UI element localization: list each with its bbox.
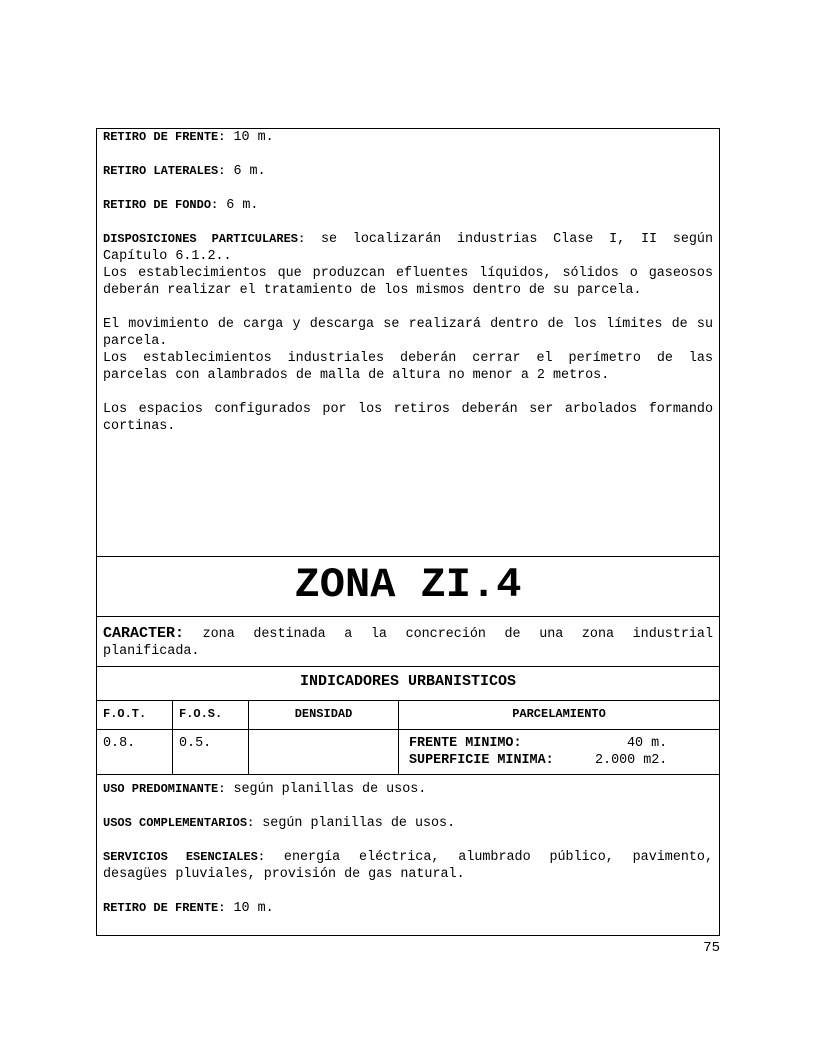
uso-predominante-line [97, 781, 719, 798]
indicadores-title-section [97, 667, 719, 701]
header-fos: F.O.S. [179, 707, 223, 721]
value-fot: 0.8. [103, 736, 136, 751]
retiro-laterales-label: RETIRO LATERALES: [103, 164, 226, 178]
retiros-section [97, 129, 719, 557]
disposiciones-perimetro: Los establecimientos industriales deberán cerrar el perímetro de las parcelas con alambrados de malla de altura no menor a 2 metros. [103, 351, 713, 383]
disposiciones-arbolado: Los espacios configurados por los retiros deberán ser arbolados formando cortinas. [103, 402, 713, 434]
zona-title: ZONA ZI.4 [294, 561, 522, 609]
superficie-minima-value: 2.000 m2. [595, 753, 668, 768]
col-fos [173, 701, 249, 774]
page-number: 75 [703, 940, 720, 956]
retiro-fondo-label: RETIRO DE FONDO: [103, 198, 219, 212]
indicadores-table [97, 701, 719, 775]
caracter-text: zona destinada a la concreción de una zona industrial planificada. [103, 627, 713, 659]
value-fos: 0.5. [179, 736, 212, 751]
frente-minimo-value: 40 m. [627, 736, 668, 751]
retiro-frente-label: RETIRO DE FRENTE: [103, 130, 226, 144]
header-fot: F.O.T. [103, 707, 147, 721]
disposiciones-efluentes: Los establecimientos que produzcan efluentes líquidos, sólidos o gaseosos deberán realizar el tratamiento de los mismos dentro de su parcela. [103, 266, 713, 298]
zona-header-section [97, 557, 719, 617]
superficie-minima-label: SUPERFICIE MINIMA: [409, 753, 554, 768]
usos-complementarios-label: USOS COMPLEMENTARIOS: [103, 816, 255, 830]
col-densidad [249, 701, 399, 774]
disposiciones-text: se localizarán industrias Clase I, II según Capítulo 6.1.2.. [103, 232, 713, 264]
table-header-divider [97, 729, 719, 730]
header-densidad: DENSIDAD [294, 707, 353, 721]
retiro-frente-bottom-value: 10 m. [225, 901, 274, 916]
usos-section [97, 775, 719, 936]
disposiciones-label: DISPOSICIONES PARTICULARES: [103, 232, 306, 246]
servicios-esenciales-value: energía eléctrica, alumbrado público, pavimento, desagües pluviales, provisión de gas natural. [103, 850, 713, 882]
caracter-paragraph [97, 625, 719, 660]
indicadores-title: INDICADORES URBANISTICOS [299, 673, 517, 690]
uso-predominante-value: según planillas de usos. [225, 782, 427, 797]
caracter-section [97, 617, 719, 667]
document-frame [96, 128, 720, 936]
usos-complementarios-line [97, 815, 719, 832]
header-parcelamiento: PARCELAMIENTO [512, 707, 606, 721]
servicios-esenciales-label: SERVICIOS ESENCIALES: [103, 850, 266, 864]
retiro-fondo-value: 6 m. [218, 198, 259, 213]
retiro-frente-value: 10 m. [225, 130, 274, 145]
col-parcelamiento [399, 701, 719, 774]
frente-minimo-label: FRENTE MINIMO: [409, 736, 522, 751]
disposiciones-carga: El movimiento de carga y descarga se realizará dentro de los límites de su parcela. [103, 317, 713, 349]
servicios-esenciales-paragraph [97, 849, 719, 883]
usos-complementarios-value: según planillas de usos. [254, 816, 456, 831]
retiro-fondo-line [97, 197, 719, 214]
retiro-frente-line [97, 129, 719, 146]
uso-predominante-label: USO PREDOMINANTE: [103, 782, 226, 796]
retiro-frente-bottom-label: RETIRO DE FRENTE: [103, 901, 226, 915]
retiro-laterales-line [97, 163, 719, 180]
retiro-laterales-value: 6 m. [225, 164, 266, 179]
col-fot [97, 701, 173, 774]
retiro-frente-bottom-line [97, 900, 719, 917]
caracter-label: CARACTER: [103, 625, 185, 642]
disposiciones-paragraph [97, 231, 719, 265]
